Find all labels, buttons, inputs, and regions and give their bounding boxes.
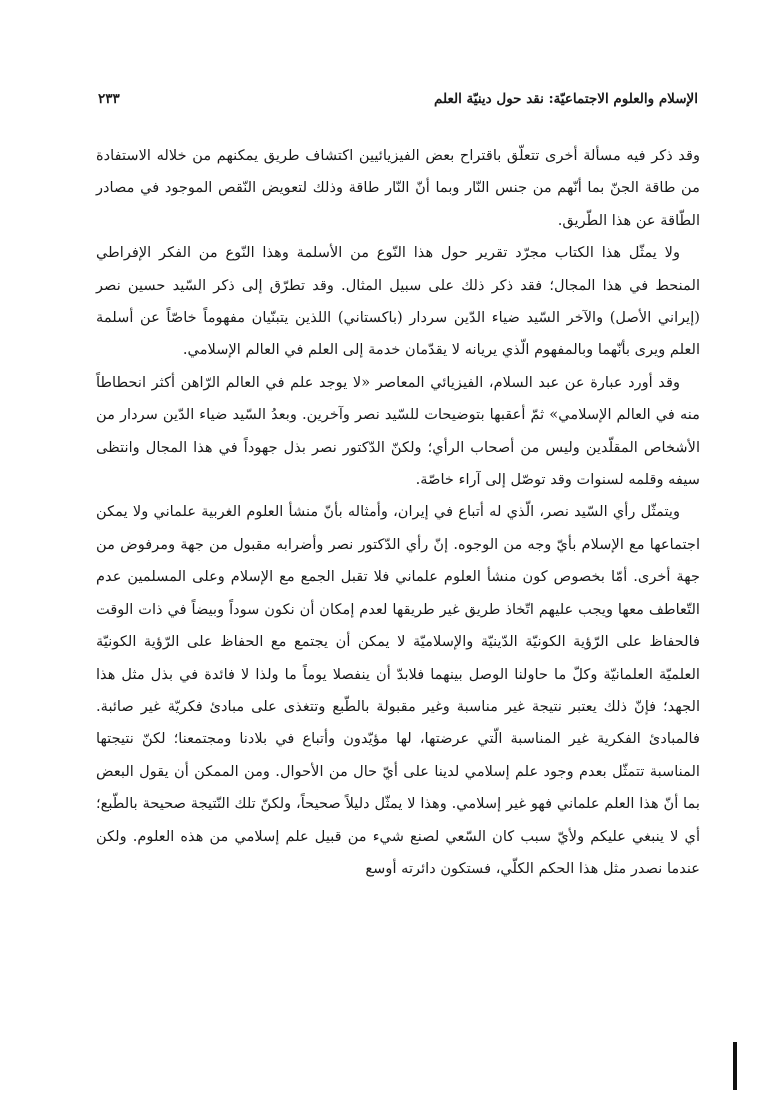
margin-mark — [733, 1042, 737, 1090]
paragraph: ولا يمثّل هذا الكتاب مجرّد تقرير حول هذا النّوع من الأسلمة وهذا النّوع من الفكر الإفراطي المنحط في هذا المجال؛ فقد ذكر ذلك على سبيل المثال. وقد تطرّق إلى ذكر السّيد حسين نصر (إيراني الأصل) والآخر السّيد ضياء الدّين سردار (باكستاني) اللذين يتبنّيان مفهوماً خاصّاً عن أسلمة العلم ويرى بأنّهما وبالمفهوم الّذي يريانه لا يقدّمان خدمة إلى العلم في العالم الإسلامي. — [96, 244, 700, 359]
running-header — [98, 88, 698, 110]
page-number: ٢٣٣ — [98, 91, 120, 107]
running-header-title: الإسلام والعلوم الاجتماعيّة: نقد حول دينيّة العلم — [434, 91, 698, 107]
paragraph: وقد ذكر فيه مسألة أخرى تتعلّق باقتراح بعض الفيزيائيين اكتشاف طريق يمكنهم من خلاله الاستفادة من طاقة الجنّ بما أنّهم من جنس النّار وبما أنّ النّار طاقة وذلك لتعويض النّقص الموجود في مصادر الطّاقة عن هذا الطّريق. — [96, 147, 700, 229]
body-text — [96, 140, 700, 885]
paragraph: وقد أورد عبارة عن عبد السلام، الفيزيائي المعاصر «لا يوجد علم في العالم الرّاهن أكثر انحطاطاً منه في العالم الإسلامي» ثمّ أعقبها بتوضيحات للسّيد نصر وآخرين. وبعدُ السّيد ضياء الدّين سردار من الأشخاص المقلّدين وليس من أصحاب الرأي؛ ولكنّ الدّكتور نصر بذل جهوداً في هذا المجال وانتظى سيفه وقلمه لسنوات وقد توصّل إلى آراء خاصّة. — [96, 373, 700, 489]
paragraph: ويتمثّل رأي السّيد نصر، الّذي له أتباع في إيران، وأمثاله بأنّ منشأ العلوم الغربية علماني ولا يمكن اجتماعها مع الإسلام بأيّ وجه من الوجوه. إنّ رأي الدّكتور نصر وأضرابه مقبول من جهة ومرفوض من جهة أخرى. أمّا بخصوص كون منشأ العلوم علماني فلا تقبل الجمع مع الإسلام وعلى المسلمين عدم التّعاطف معها ويجب عليهم اتّخاذ طريق غير طريقها لعدم إمكان أن نكون سوداً وبيضاً في ذات الوقت فالحفاظ على الرّؤية الكونيّة الدّينيّة والإسلاميّة لا يمكن أن يجتمع مع الحفاظ على الرّؤية الكونيّة العلميّة العلمانيّة وكلّ ما حاولنا الوصل بينهما فلابدّ أن ينفصلا يوماً ما ولذا لا فائدة في بذل مثل هذا الجهد؛ فإنّ ذلك يعتبر نتيجة غير مناسبة وغير مقبولة بالطّبع وتتغذى على مبادئ فكريّة غير صائبة. فالمبادئ الفكرية غير المناسبة الّتي عرضتها، لها مؤيّدون وأتباع في بلادنا ومجتمعنا؛ لكنّ نتيجتها المناسبة تتمثّل بعدم وجود علم إسلامي لدينا على أيّ حال من الأحوال. ومن الممكن أن يقول البعض بما أنّ هذا العلم علماني فهو غير إسلامي. وهذا لا يمثّل دليلاً صحيحاً، ولكنّ تلك النّتيجة صحيحة بالطّبع؛ أي لا ينبغي عليكم ولأيّ سبب كان السّعي لصنع شيء من قبيل علم إسلامي من هذه العلوم. ولكن عندما نصدر مثل هذا الحكم الكلّي، فستكون دائرته أوسع — [96, 503, 700, 877]
